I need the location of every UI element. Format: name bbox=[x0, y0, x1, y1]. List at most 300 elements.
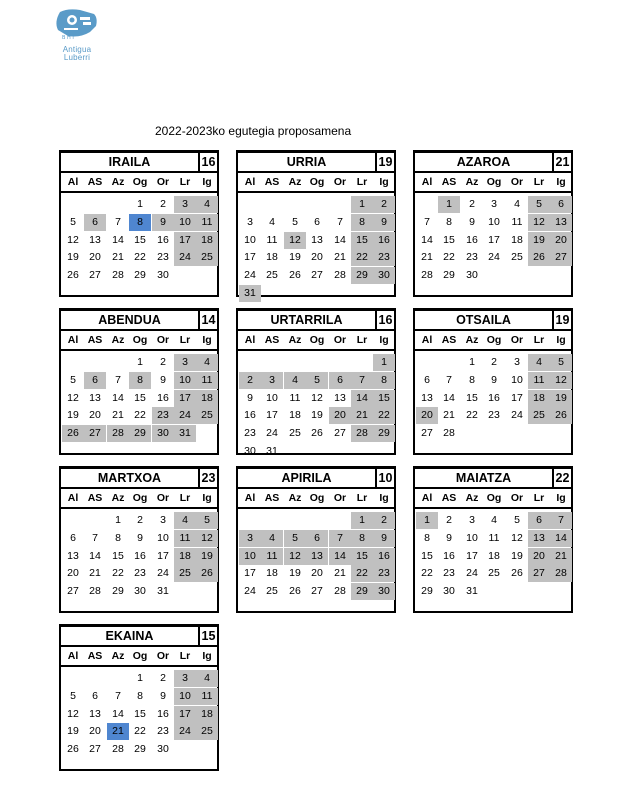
day-cell: 19 bbox=[528, 232, 550, 249]
day-cell: 3 bbox=[491, 198, 497, 210]
weekday-label: AS bbox=[441, 334, 457, 346]
day-cell: 23 bbox=[373, 249, 395, 266]
day-cell: 16 bbox=[134, 549, 146, 562]
month-name: AZAROA bbox=[456, 155, 511, 169]
month-header bbox=[61, 311, 217, 331]
weekday-label: Og bbox=[309, 176, 325, 188]
day-cell: 5 bbox=[196, 512, 218, 529]
day-cell: 28 bbox=[107, 425, 129, 442]
month-header bbox=[61, 469, 217, 489]
weekday-header bbox=[238, 331, 394, 351]
day-cell: 9 bbox=[491, 373, 497, 386]
day-cell: 9 bbox=[469, 215, 475, 228]
day-cell: 19 bbox=[289, 567, 301, 580]
day-cell: 2 bbox=[491, 356, 497, 368]
day-cell: 20 bbox=[329, 407, 351, 424]
document-title: 2022-2023ko egutegia proposamena bbox=[155, 124, 352, 138]
day-cell: 20 bbox=[89, 725, 101, 738]
weekday-label: Or bbox=[333, 334, 347, 346]
day-cell: 1 bbox=[137, 198, 143, 210]
day-cell: 4 bbox=[196, 354, 218, 371]
day-cell: 26 bbox=[511, 567, 523, 580]
weekday-label: AS bbox=[441, 176, 457, 188]
day-cell: 14 bbox=[112, 391, 124, 404]
weekday-label: Or bbox=[510, 492, 524, 504]
day-cell: 16 bbox=[488, 391, 500, 404]
day-cell: 26 bbox=[289, 269, 301, 282]
day-cell: 31 bbox=[466, 585, 478, 598]
day-cell: 6 bbox=[92, 689, 98, 702]
weekday-label: Og bbox=[132, 650, 148, 662]
day-cell: 21 bbox=[112, 251, 124, 264]
day-cell: 27 bbox=[311, 585, 323, 598]
day-cell: 29 bbox=[129, 425, 151, 442]
month-header bbox=[415, 469, 571, 489]
working-days-count: 15 bbox=[198, 627, 217, 645]
day-cell: 22 bbox=[466, 409, 478, 422]
day-cell: 14 bbox=[421, 233, 433, 246]
day-cell: 10 bbox=[466, 531, 478, 544]
day-cell: 9 bbox=[373, 530, 395, 547]
day-cell: 19 bbox=[511, 549, 523, 562]
day-cell: 15 bbox=[466, 391, 478, 404]
day-cell: 12 bbox=[511, 531, 523, 544]
day-cell: 7 bbox=[550, 512, 572, 529]
day-cell: 2 bbox=[469, 198, 475, 210]
day-cell: 6 bbox=[528, 512, 550, 529]
day-cell: 13 bbox=[421, 391, 433, 404]
day-cell: 7 bbox=[351, 372, 373, 389]
weekday-label: Or bbox=[510, 334, 524, 346]
day-cell: 20 bbox=[67, 567, 79, 580]
day-cell: 20 bbox=[311, 251, 323, 264]
day-cell: 14 bbox=[550, 530, 572, 547]
day-cell: 5 bbox=[306, 372, 328, 389]
day-cell: 12 bbox=[196, 530, 218, 547]
day-cell: 28 bbox=[550, 565, 572, 582]
day-cell: 18 bbox=[196, 232, 218, 249]
day-cell: 23 bbox=[157, 251, 169, 264]
weekday-label: AS bbox=[87, 650, 103, 662]
day-cell: 18 bbox=[266, 251, 278, 264]
day-cell: 18 bbox=[511, 233, 523, 246]
day-cell: 17 bbox=[266, 409, 278, 422]
day-cell: 26 bbox=[62, 425, 84, 442]
weekday-label: Lr bbox=[533, 492, 545, 504]
weekday-label: Al bbox=[244, 334, 256, 346]
weekday-label: AS bbox=[441, 492, 457, 504]
day-cell: 13 bbox=[311, 233, 323, 246]
weekday-label: Lr bbox=[356, 334, 368, 346]
day-cell: 28 bbox=[334, 269, 346, 282]
weekday-label: Lr bbox=[533, 334, 545, 346]
weekday-header bbox=[61, 647, 217, 667]
day-cell: 1 bbox=[373, 354, 395, 371]
svg-text:B H I: B H I bbox=[62, 35, 74, 41]
day-cell: 14 bbox=[351, 390, 373, 407]
day-cell: 29 bbox=[134, 743, 146, 756]
weekday-label: Az bbox=[111, 176, 125, 188]
weekday-label: Or bbox=[333, 176, 347, 188]
day-cell: 16 bbox=[157, 233, 169, 246]
day-cell: 4 bbox=[514, 198, 520, 210]
day-cell: 11 bbox=[196, 688, 218, 705]
day-cell: 21 bbox=[89, 567, 101, 580]
weekday-label: Az bbox=[465, 334, 479, 346]
weekday-label: Lr bbox=[533, 176, 545, 188]
weekday-label: AS bbox=[87, 176, 103, 188]
month-calendar bbox=[413, 466, 573, 613]
day-cell: 23 bbox=[466, 251, 478, 264]
day-cell: 27 bbox=[311, 269, 323, 282]
day-cell: 28 bbox=[112, 269, 124, 282]
working-days-count: 22 bbox=[552, 469, 571, 487]
day-cell: 13 bbox=[89, 391, 101, 404]
day-cell: 13 bbox=[528, 530, 550, 547]
day-cell: 9 bbox=[373, 214, 395, 231]
day-cell: 1 bbox=[469, 356, 475, 368]
day-cell: 20 bbox=[89, 251, 101, 264]
day-cell: 21 bbox=[334, 251, 346, 264]
day-cell: 8 bbox=[446, 215, 452, 228]
month-header bbox=[61, 627, 217, 647]
day-cell: 19 bbox=[67, 725, 79, 738]
day-cell: 17 bbox=[488, 233, 500, 246]
weekday-label: Al bbox=[67, 334, 79, 346]
day-cell: 8 bbox=[424, 531, 430, 544]
day-cell: 17 bbox=[466, 549, 478, 562]
day-cell: 13 bbox=[334, 391, 346, 404]
month-calendar bbox=[59, 624, 219, 771]
day-cell: 27 bbox=[334, 427, 346, 440]
month-name: OTSAILA bbox=[456, 313, 511, 327]
day-cell: 30 bbox=[373, 583, 395, 600]
working-days-count: 16 bbox=[198, 153, 217, 171]
day-cell: 30 bbox=[134, 585, 146, 598]
day-cell: 1 bbox=[351, 512, 373, 529]
month-calendar bbox=[413, 150, 573, 297]
weekday-label: Az bbox=[288, 334, 302, 346]
day-cell: 10 bbox=[266, 391, 278, 404]
month-header bbox=[61, 153, 217, 173]
day-cell: 7 bbox=[92, 531, 98, 544]
day-cell: 3 bbox=[514, 356, 520, 368]
day-cell: 12 bbox=[67, 233, 79, 246]
day-cell: 24 bbox=[174, 407, 196, 424]
weekday-label: Al bbox=[67, 492, 79, 504]
working-days-count: 21 bbox=[552, 153, 571, 171]
day-cell: 15 bbox=[373, 390, 395, 407]
weekday-label: Az bbox=[111, 334, 125, 346]
day-cell: 23 bbox=[244, 427, 256, 440]
day-cell: 21 bbox=[112, 409, 124, 422]
day-cell: 25 bbox=[174, 565, 196, 582]
day-cell: 2 bbox=[373, 512, 395, 529]
working-days-count: 23 bbox=[198, 469, 217, 487]
weekday-label: Og bbox=[309, 492, 325, 504]
weekday-label: Or bbox=[510, 176, 524, 188]
day-cell: 11 bbox=[289, 391, 301, 404]
day-cell: 28 bbox=[351, 425, 373, 442]
logo-emblem-icon bbox=[54, 8, 100, 42]
day-cell: 17 bbox=[244, 567, 256, 580]
weekday-label: Ig bbox=[556, 176, 566, 188]
day-cell: 18 bbox=[196, 706, 218, 723]
day-cell: 15 bbox=[134, 707, 146, 720]
day-cell: 25 bbox=[266, 269, 278, 282]
month-header bbox=[415, 311, 571, 331]
day-cell: 30 bbox=[244, 445, 256, 457]
day-cell: 3 bbox=[174, 670, 196, 687]
day-cell: 10 bbox=[174, 214, 196, 231]
month-calendar bbox=[236, 466, 396, 613]
month-calendar bbox=[413, 308, 573, 455]
day-cell: 17 bbox=[174, 706, 196, 723]
weekday-label: Og bbox=[486, 492, 502, 504]
day-cell: 6 bbox=[424, 373, 430, 386]
day-cell: 7 bbox=[446, 373, 452, 386]
weekday-label: Lr bbox=[179, 650, 191, 662]
weekday-header bbox=[61, 173, 217, 193]
day-cell: 19 bbox=[67, 251, 79, 264]
weekday-label: Og bbox=[132, 492, 148, 504]
weekday-header bbox=[238, 173, 394, 193]
day-cell: 24 bbox=[244, 585, 256, 598]
day-cell: 12 bbox=[67, 391, 79, 404]
day-cell: 3 bbox=[469, 514, 475, 526]
day-cell: 20 bbox=[311, 567, 323, 580]
day-cell: 29 bbox=[421, 585, 433, 598]
day-cell: 27 bbox=[421, 427, 433, 440]
day-cell: 1 bbox=[438, 196, 460, 213]
day-cell: 25 bbox=[488, 567, 500, 580]
day-cell: 10 bbox=[174, 372, 196, 389]
day-cell: 26 bbox=[67, 743, 79, 756]
day-cell: 26 bbox=[289, 585, 301, 598]
day-cell: 29 bbox=[351, 267, 373, 284]
working-days-count: 14 bbox=[198, 311, 217, 329]
day-cell: 15 bbox=[421, 549, 433, 562]
month-name: APIRILA bbox=[281, 471, 332, 485]
day-cell: 27 bbox=[84, 425, 106, 442]
day-cell: 14 bbox=[112, 707, 124, 720]
day-cell: 10 bbox=[239, 548, 261, 565]
day-cell: 22 bbox=[351, 565, 373, 582]
day-cell: 6 bbox=[306, 530, 328, 547]
weekday-label: AS bbox=[264, 492, 280, 504]
day-cell: 25 bbox=[528, 407, 550, 424]
day-cell: 8 bbox=[351, 530, 373, 547]
day-cell: 17 bbox=[511, 391, 523, 404]
day-cell: 12 bbox=[284, 232, 306, 249]
day-cell: 10 bbox=[244, 233, 256, 246]
day-cell: 15 bbox=[134, 233, 146, 246]
weekday-label: Az bbox=[465, 492, 479, 504]
day-cell: 16 bbox=[157, 707, 169, 720]
day-cell: 22 bbox=[421, 567, 433, 580]
weekday-label: Or bbox=[156, 492, 170, 504]
day-cell: 29 bbox=[443, 269, 455, 282]
day-cell: 3 bbox=[239, 530, 261, 547]
day-cell: 25 bbox=[266, 585, 278, 598]
weekday-label: Al bbox=[67, 650, 79, 662]
day-cell: 30 bbox=[157, 743, 169, 756]
day-cell: 22 bbox=[351, 249, 373, 266]
day-cell: 13 bbox=[550, 214, 572, 231]
day-cell: 4 bbox=[196, 196, 218, 213]
month-header bbox=[238, 153, 394, 173]
day-cell: 23 bbox=[157, 725, 169, 738]
weekday-label: AS bbox=[87, 334, 103, 346]
day-cell: 18 bbox=[196, 390, 218, 407]
day-cell: 22 bbox=[134, 409, 146, 422]
day-cell: 16 bbox=[244, 409, 256, 422]
day-cell: 3 bbox=[174, 196, 196, 213]
day-cell: 17 bbox=[174, 232, 196, 249]
weekday-label: Ig bbox=[379, 492, 389, 504]
day-cell: 24 bbox=[174, 723, 196, 740]
day-cell: 24 bbox=[174, 249, 196, 266]
day-cell: 4 bbox=[269, 215, 275, 228]
day-cell: 3 bbox=[247, 215, 253, 228]
weekday-label: Ig bbox=[202, 492, 212, 504]
day-cell: 8 bbox=[469, 373, 475, 386]
day-cell: 16 bbox=[466, 233, 478, 246]
month-name: EKAINA bbox=[105, 629, 154, 643]
day-cell: 18 bbox=[528, 390, 550, 407]
day-cell: 19 bbox=[311, 409, 323, 422]
day-cell: 5 bbox=[284, 530, 306, 547]
weekday-label: Or bbox=[156, 334, 170, 346]
day-cell: 1 bbox=[115, 514, 121, 526]
day-cell: 7 bbox=[329, 530, 351, 547]
day-cell: 31 bbox=[174, 425, 196, 442]
month-name: URTARRILA bbox=[270, 313, 343, 327]
day-cell: 5 bbox=[70, 689, 76, 702]
day-cell: 14 bbox=[89, 549, 101, 562]
weekday-label: Ig bbox=[202, 334, 212, 346]
month-name: IRAILA bbox=[108, 155, 151, 169]
day-cell: 20 bbox=[528, 548, 550, 565]
day-cell: 11 bbox=[528, 372, 550, 389]
day-cell: 28 bbox=[334, 585, 346, 598]
day-cell: 2 bbox=[137, 514, 143, 526]
day-cell: 21 bbox=[334, 567, 346, 580]
weekday-label: Ig bbox=[379, 334, 389, 346]
day-cell: 12 bbox=[67, 707, 79, 720]
day-cell: 14 bbox=[329, 548, 351, 565]
day-cell: 22 bbox=[134, 725, 146, 738]
day-cell: 31 bbox=[266, 445, 278, 457]
day-cell: 1 bbox=[137, 356, 143, 368]
weekday-label: Ig bbox=[556, 492, 566, 504]
day-cell: 13 bbox=[67, 549, 79, 562]
day-cell: 12 bbox=[311, 391, 323, 404]
day-cell: 7 bbox=[115, 689, 121, 702]
weekday-label: AS bbox=[264, 334, 280, 346]
weekday-label: Og bbox=[309, 334, 325, 346]
working-days-count: 16 bbox=[375, 311, 394, 329]
day-cell: 24 bbox=[157, 567, 169, 580]
school-logo bbox=[52, 8, 100, 64]
weekday-label: Al bbox=[421, 334, 433, 346]
day-cell: 4 bbox=[284, 372, 306, 389]
month-header bbox=[238, 469, 394, 489]
day-cell: 25 bbox=[289, 427, 301, 440]
day-cell: 29 bbox=[373, 425, 395, 442]
day-cell: 30 bbox=[373, 267, 395, 284]
day-cell: 26 bbox=[311, 427, 323, 440]
day-cell: 4 bbox=[174, 512, 196, 529]
day-cell: 21 bbox=[443, 409, 455, 422]
month-calendar bbox=[236, 150, 396, 297]
weekday-label: Og bbox=[486, 176, 502, 188]
day-cell: 21 bbox=[550, 548, 572, 565]
day-cell: 5 bbox=[528, 196, 550, 213]
day-cell: 21 bbox=[107, 723, 129, 740]
day-cell: 8 bbox=[115, 531, 121, 544]
day-cell: 31 bbox=[239, 285, 261, 302]
day-cell: 5 bbox=[70, 215, 76, 228]
day-cell: 22 bbox=[134, 251, 146, 264]
day-cell: 24 bbox=[266, 427, 278, 440]
day-cell: 11 bbox=[174, 530, 196, 547]
day-cell: 1 bbox=[137, 672, 143, 684]
day-cell: 30 bbox=[152, 425, 174, 442]
day-cell: 25 bbox=[196, 249, 218, 266]
weekday-label: Ig bbox=[202, 176, 212, 188]
day-cell: 9 bbox=[247, 391, 253, 404]
day-cell: 11 bbox=[196, 214, 218, 231]
day-cell: 12 bbox=[550, 372, 572, 389]
weekday-label: Og bbox=[132, 176, 148, 188]
weekday-label: Az bbox=[288, 492, 302, 504]
weekday-header bbox=[61, 489, 217, 509]
logo-text-line2: Luberri bbox=[63, 53, 91, 62]
weekday-label: Lr bbox=[179, 492, 191, 504]
month-name: ABENDUA bbox=[98, 313, 161, 327]
day-cell: 23 bbox=[488, 409, 500, 422]
day-cell: 15 bbox=[134, 391, 146, 404]
day-cell: 4 bbox=[261, 530, 283, 547]
day-cell: 23 bbox=[152, 407, 174, 424]
month-name: URRIA bbox=[286, 155, 327, 169]
day-cell: 13 bbox=[89, 707, 101, 720]
day-cell: 4 bbox=[528, 354, 550, 371]
day-cell: 5 bbox=[292, 215, 298, 228]
weekday-label: Or bbox=[156, 650, 170, 662]
day-cell: 19 bbox=[67, 409, 79, 422]
weekday-label: Og bbox=[132, 334, 148, 346]
day-cell: 8 bbox=[129, 214, 151, 231]
day-cell: 7 bbox=[115, 373, 121, 386]
day-cell: 9 bbox=[137, 531, 143, 544]
day-cell: 27 bbox=[89, 743, 101, 756]
day-cell: 6 bbox=[329, 372, 351, 389]
day-cell: 9 bbox=[152, 214, 174, 231]
day-cell: 24 bbox=[511, 409, 523, 422]
day-cell: 28 bbox=[421, 269, 433, 282]
day-cell: 27 bbox=[528, 565, 550, 582]
day-cell: 22 bbox=[373, 407, 395, 424]
weekday-label: Lr bbox=[356, 176, 368, 188]
day-cell: 2 bbox=[239, 372, 261, 389]
day-cell: 22 bbox=[112, 567, 124, 580]
day-cell: 8 bbox=[373, 372, 395, 389]
day-cell: 18 bbox=[174, 548, 196, 565]
weekday-label: Ig bbox=[556, 334, 566, 346]
day-cell: 19 bbox=[550, 390, 572, 407]
